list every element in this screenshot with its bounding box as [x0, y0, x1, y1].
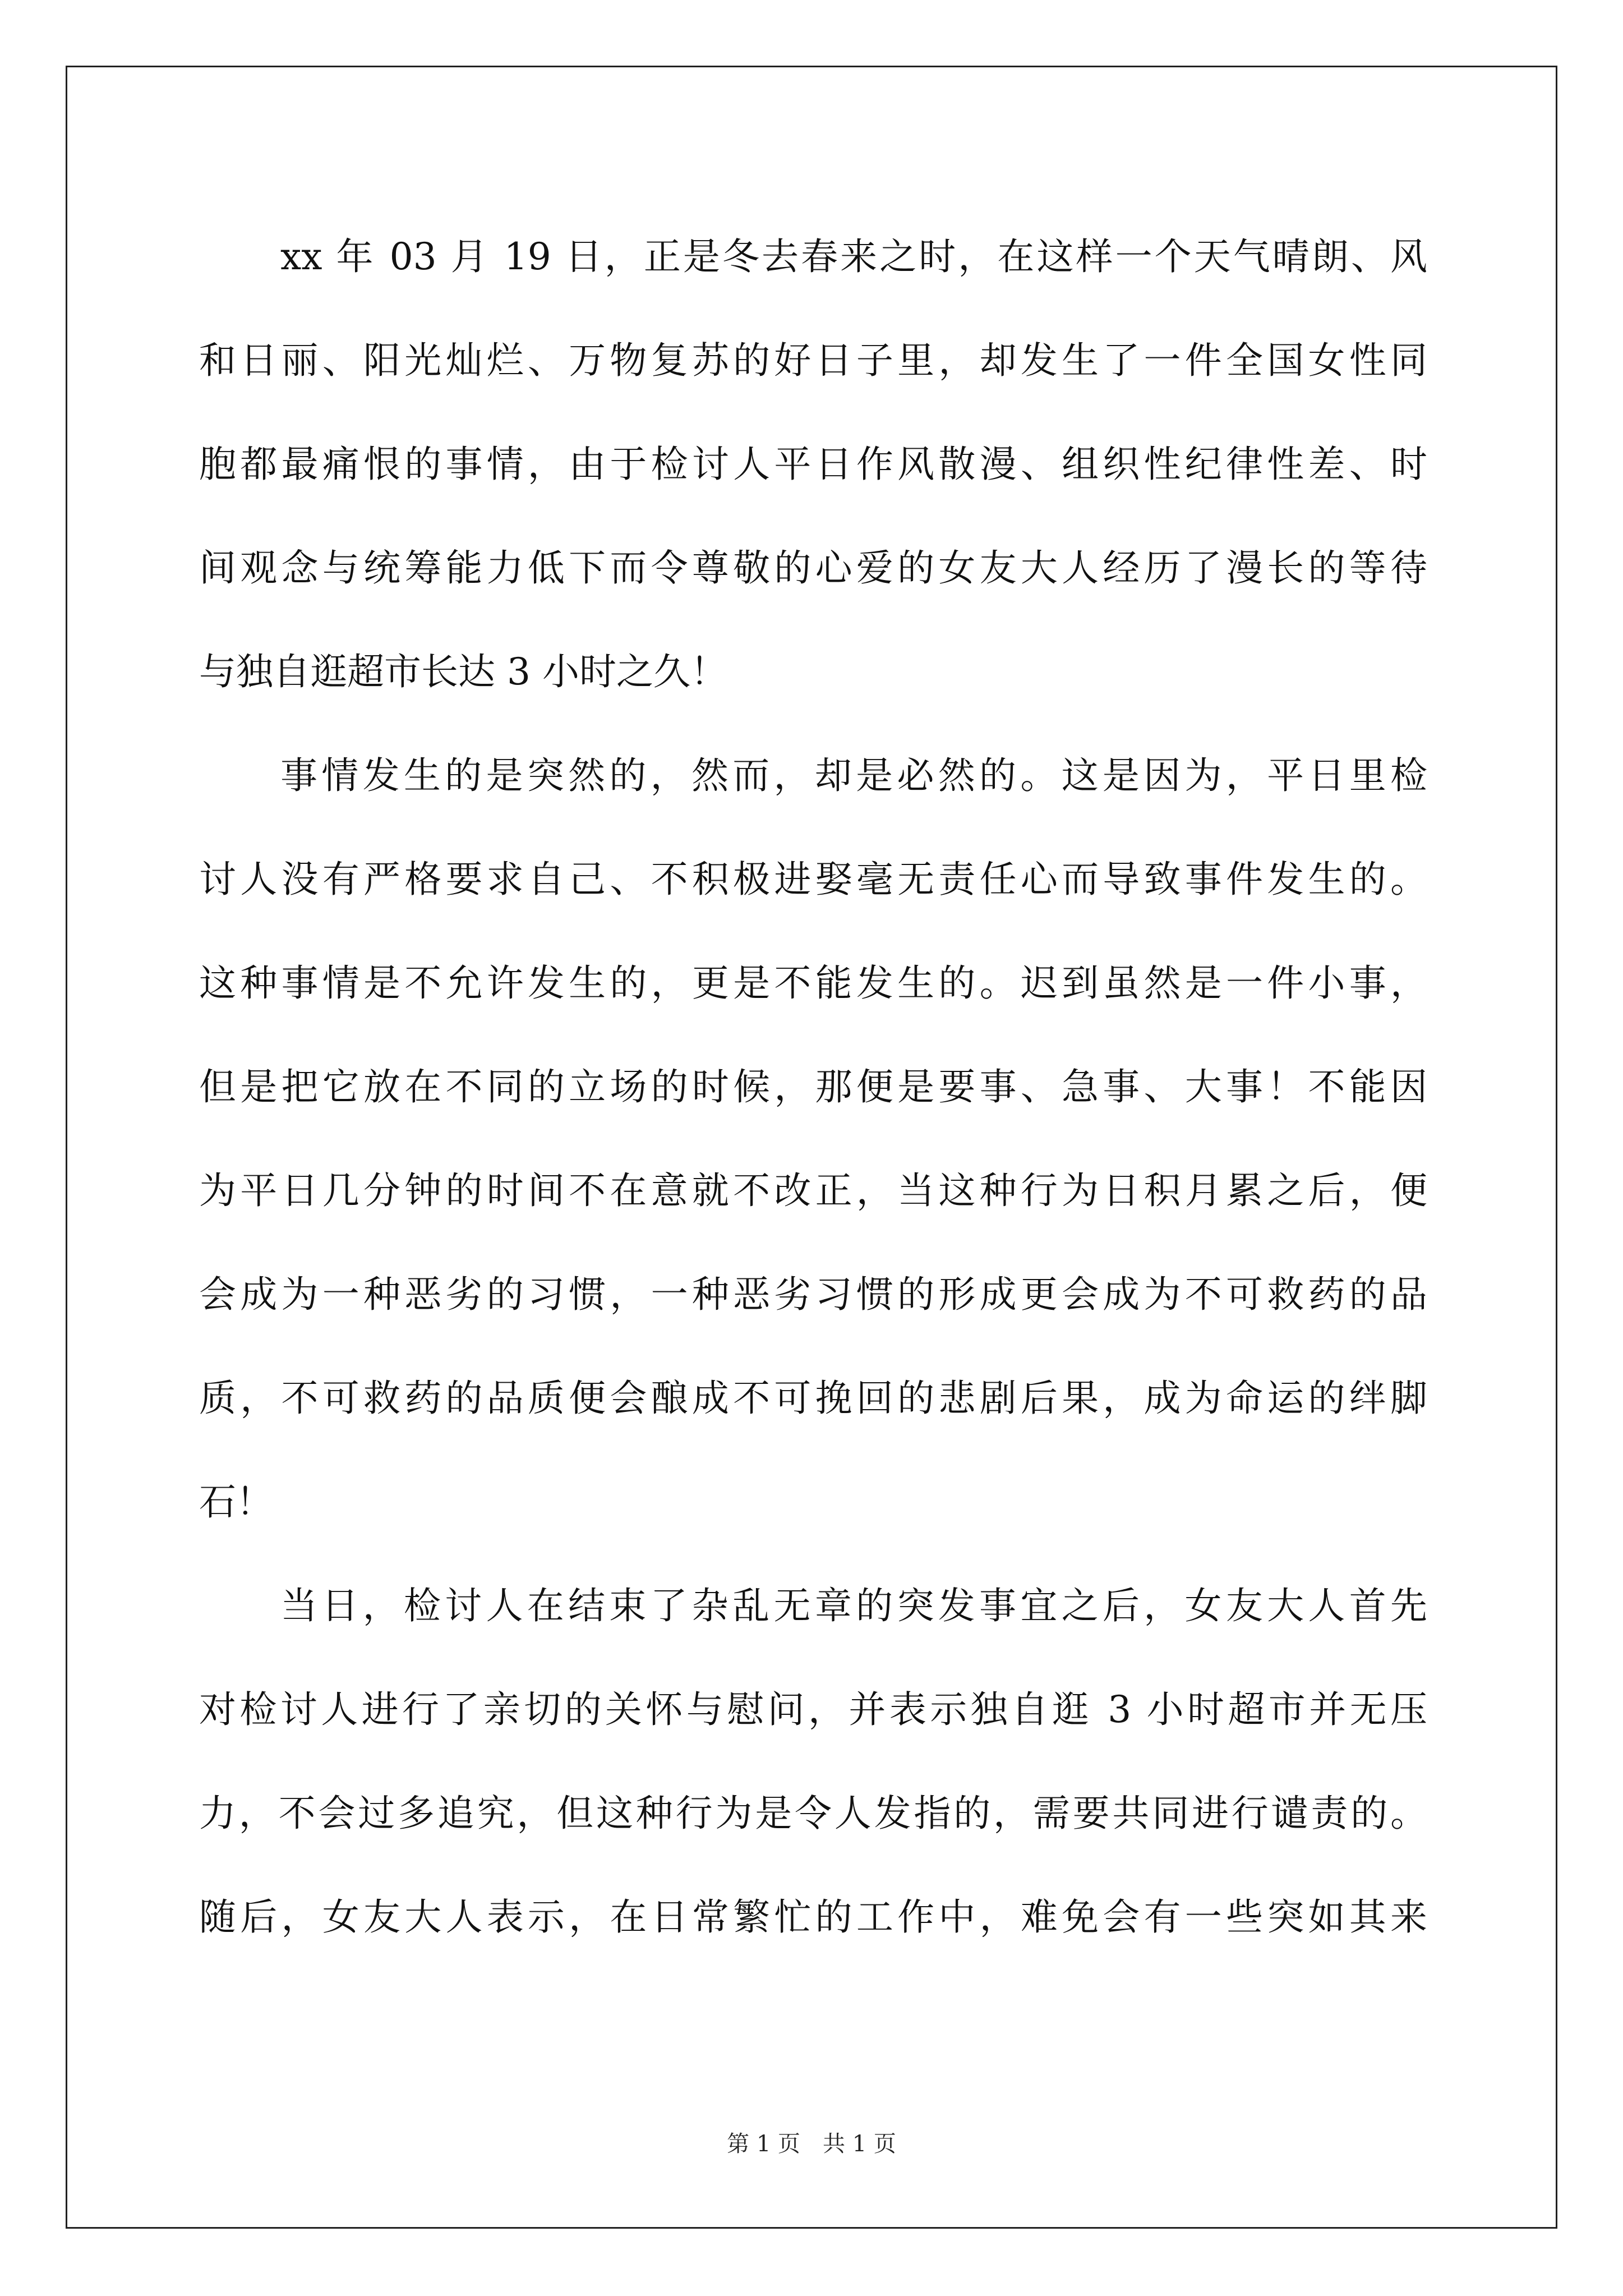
paragraph-line: 这种事情是不允许发生的，更是不能发生的。迟到虽然是一件小事，: [199, 961, 1427, 1005]
paragraph-line: 和日丽、阳光灿烂、万物复苏的好日子里，却发生了一件全国女性同: [199, 339, 1427, 382]
paragraph-line: 质，不可救药的品质便会酿成不可挽回的悲剧后果，成为命运的绊脚: [199, 1377, 1427, 1420]
paragraph-line: 力，不会过多追究，但这种行为是令人发指的，需要共同进行谴责的。: [199, 1792, 1427, 1835]
paragraph-line: 随后，女友大人表示，在日常繁忙的工作中，难免会有一些突如其来: [199, 1895, 1427, 1939]
paragraph-line: 对检讨人进行了亲切的关怀与慰问，并表示独自逛 3 小时超市并无压: [199, 1688, 1427, 1731]
paragraph-line: 但是把它放在不同的立场的时候，那便是要事、急事、大事！不能因: [199, 1065, 1427, 1108]
paragraph-line: xx 年 03 月 19 日，正是冬去春来之时，在这样一个天气晴朗、风: [280, 235, 1427, 278]
paragraph-line: 胞都最痛恨的事情，由于检讨人平日作风散漫、组织性纪律性差、时: [199, 443, 1427, 486]
paragraph-line: 当日，检讨人在结束了杂乱无章的突发事宜之后，女友大人首先: [280, 1584, 1427, 1627]
page-footer: 第 1 页 共 1 页: [727, 2131, 896, 2157]
paragraph-line: 间观念与统筹能力低下而令尊敬的心爱的女友大人经历了漫长的等待: [199, 546, 1427, 590]
paragraph-line: 会成为一种恶劣的习惯，一种恶劣习惯的形成更会成为不可救药的品: [199, 1273, 1427, 1316]
paragraph-line: 为平日几分钟的时间不在意就不改正，当这种行为日积月累之后，便: [199, 1169, 1427, 1212]
paragraph-line: 石！: [199, 1480, 273, 1524]
document-body: [199, 205, 1427, 1969]
paragraph-line: 与独自逛超市长达 3 小时之久！: [199, 650, 727, 693]
paragraph-line: 事情发生的是突然的，然而，却是必然的。这是因为，平日里检: [280, 754, 1427, 797]
paragraph-line: 讨人没有严格要求自己、不积极进娶毫无责任心而导致事件发生的。: [199, 858, 1427, 901]
